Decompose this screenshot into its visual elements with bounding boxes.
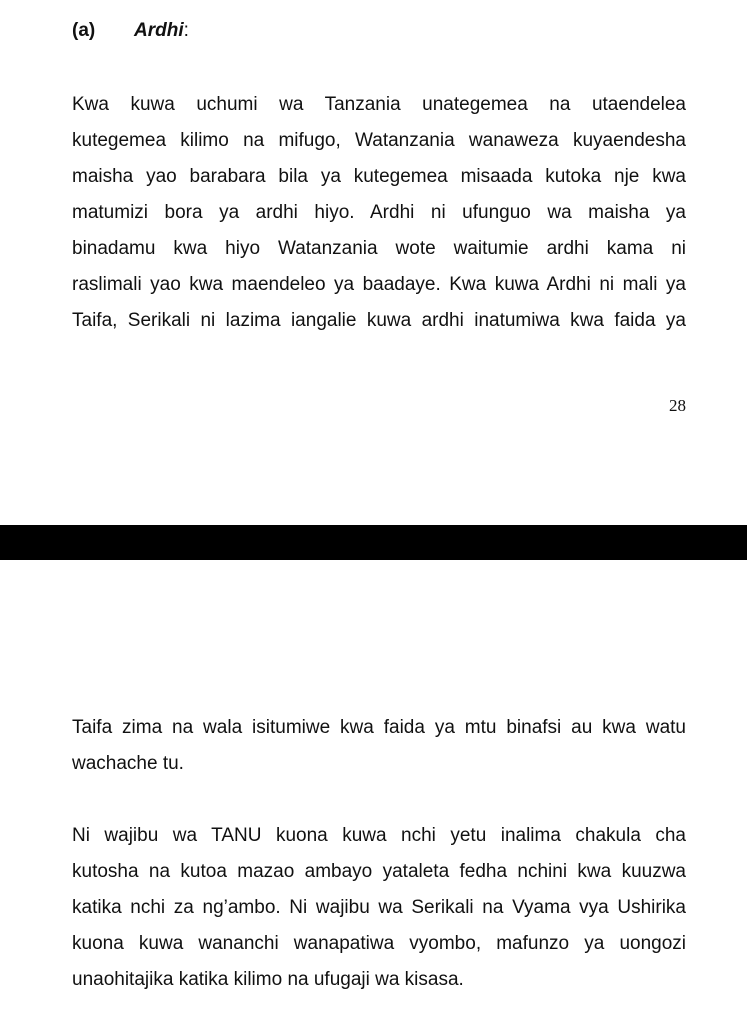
- page-separator-bar: [0, 525, 747, 560]
- text-line: katika nchi za ng’ambo. Ni wajibu wa Serikali na Vyama vya Ushirika: [72, 897, 686, 918]
- tanu-duty-paragraph: [72, 818, 686, 998]
- text-line: Taifa, Serikali ni lazima iangalie kuwa ardhi inatumiwa kwa faida ya: [72, 310, 686, 331]
- text-line: kutosha na kutoa mazao ambayo yataleta fedha nchini kwa kuuzwa: [72, 861, 686, 882]
- section-colon: :: [183, 20, 189, 41]
- text-line: kutegemea kilimo na mifugo, Watanzania wanaweza kuyaendesha: [72, 130, 686, 151]
- text-line: raslimali yao kwa maendeleo ya baadaye. Kwa kuwa Ardhi ni mali ya: [72, 274, 686, 295]
- text-line: Kwa kuwa uchumi wa Tanzania unategemea na utaendelea: [72, 94, 686, 115]
- section-heading: [72, 20, 189, 42]
- text-line: Ni wajibu wa TANU kuona kuwa nchi yetu inalima chakula cha: [72, 825, 686, 846]
- lower-page: [0, 560, 747, 1024]
- text-line: maisha yao barabara bila ya kutegemea misaada kutoka nje kwa: [72, 166, 686, 187]
- continuation-paragraph: [72, 710, 686, 782]
- text-line: matumizi bora ya ardhi hiyo. Ardhi ni ufunguo wa maisha ya: [72, 202, 686, 223]
- text-line: unaohitajika katika kilimo na ufugaji wa kisasa.: [72, 969, 464, 990]
- text-line: kuona kuwa wananchi wanapatiwa vyombo, mafunzo ya uongozi: [72, 933, 686, 954]
- text-line: binadamu kwa hiyo Watanzania wote waitumie ardhi kama ni: [72, 238, 686, 259]
- section-title: Ardhi: [134, 20, 184, 41]
- text-line: wachache tu.: [72, 753, 184, 774]
- upper-paragraph: [72, 87, 686, 339]
- section-number: (a): [72, 20, 96, 41]
- text-line: Taifa zima na wala isitumiwe kwa faida ya mtu binafsi au kwa watu: [72, 717, 686, 738]
- page-number: 28: [669, 396, 686, 415]
